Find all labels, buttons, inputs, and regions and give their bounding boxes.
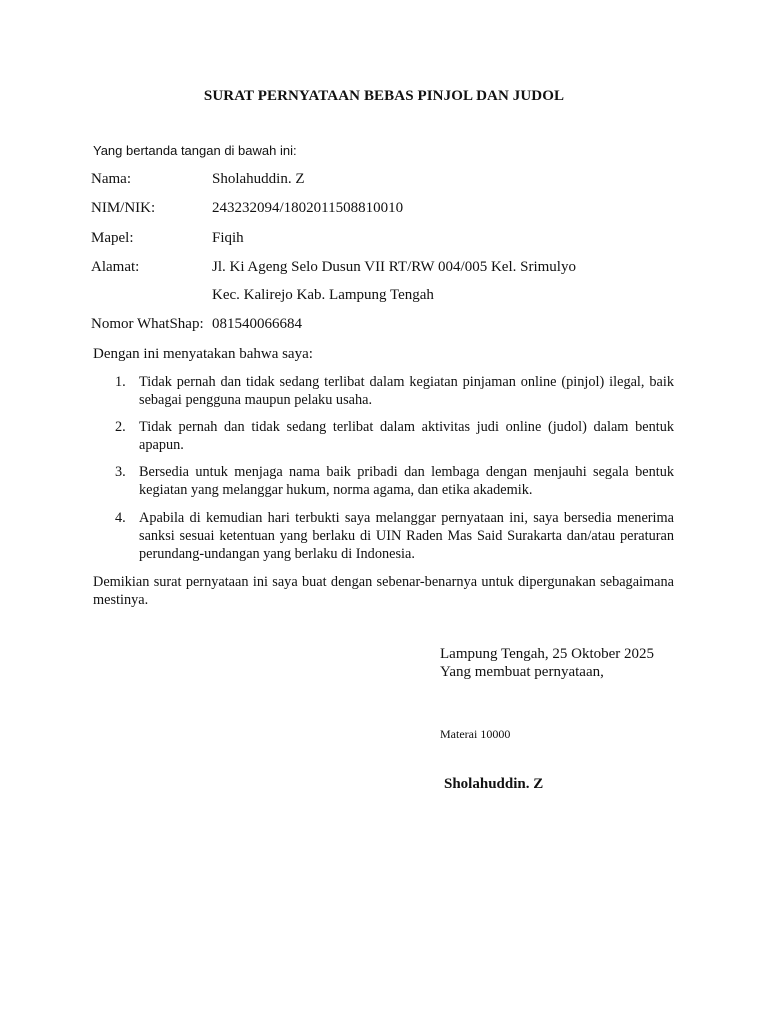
document-title: SURAT PERNYATAAN BEBAS PINJOL DAN JUDOL: [203, 88, 565, 104]
intro-text: Yang bertanda tangan di bawah ini:: [93, 143, 297, 158]
field-label-mapel: Mapel:: [91, 230, 134, 246]
list-item-number: 1.: [115, 374, 126, 390]
list-item-number: 4.: [115, 510, 126, 526]
statement-intro: Dengan ini menyatakan bahwa saya:: [93, 346, 313, 362]
field-value-nim: 243232094/1802011508810010: [212, 200, 404, 216]
field-label-name: Nama:: [91, 171, 131, 187]
list-item-number: 2.: [115, 419, 126, 435]
field-value-name: Sholahuddin. Z: [212, 171, 305, 187]
list-item-text: Tidak pernah dan tidak sedang terlibat dalam kegiatan pinjaman online (pinjol) ilegal, baik sebagai pengguna maupun pelaku usaha.: [139, 374, 674, 408]
list-item-text: Tidak pernah dan tidak sedang terlibat dalam aktivitas judi online (judol) dalam bentuk apapun.: [139, 419, 674, 453]
field-value-alamat-line1: Jl. Ki Ageng Selo Dusun VII RT/RW 004/005 Kel. Srimulyo: [212, 259, 576, 275]
list-item-text: Apabila di kemudian hari terbukti saya melanggar pernyataan ini, saya bersedia menerima sanksi sesuai ketentuan yang berlaku di UIN Raden Mas Said Surakarta dan/atau peraturan perundang-undangan yang berlaku di Indonesia.: [139, 510, 674, 562]
maker-label: Yang membuat pernyataan,: [440, 664, 604, 680]
stamp-label: Materai 10000: [440, 727, 511, 741]
place-date: Lampung Tengah, 25 Oktober 2025: [440, 646, 655, 662]
field-value-alamat-line2: Kec. Kalirejo Kab. Lampung Tengah: [212, 287, 434, 303]
signer-name: Sholahuddin. Z: [444, 776, 544, 792]
field-label-nim: NIM/NIK:: [91, 200, 156, 216]
field-value-whatsapp: 081540066684: [212, 316, 302, 332]
field-value-mapel: Fiqih: [212, 230, 244, 246]
field-label-whatsapp: Nomor WhatShap:: [91, 316, 204, 332]
list-item-number: 3.: [115, 464, 126, 480]
closing-paragraph: Demikian surat pernyataan ini saya buat dengan sebenar-benarnya untuk dipergunakan sebagaimana mestinya.: [93, 574, 674, 608]
list-item-text: Bersedia untuk menjaga nama baik pribadi dan lembaga dengan menjauhi segala bentuk kegiatan yang melanggar hukum, norma agama, dan etika akademik.: [139, 464, 674, 498]
field-label-alamat: Alamat:: [91, 259, 140, 275]
